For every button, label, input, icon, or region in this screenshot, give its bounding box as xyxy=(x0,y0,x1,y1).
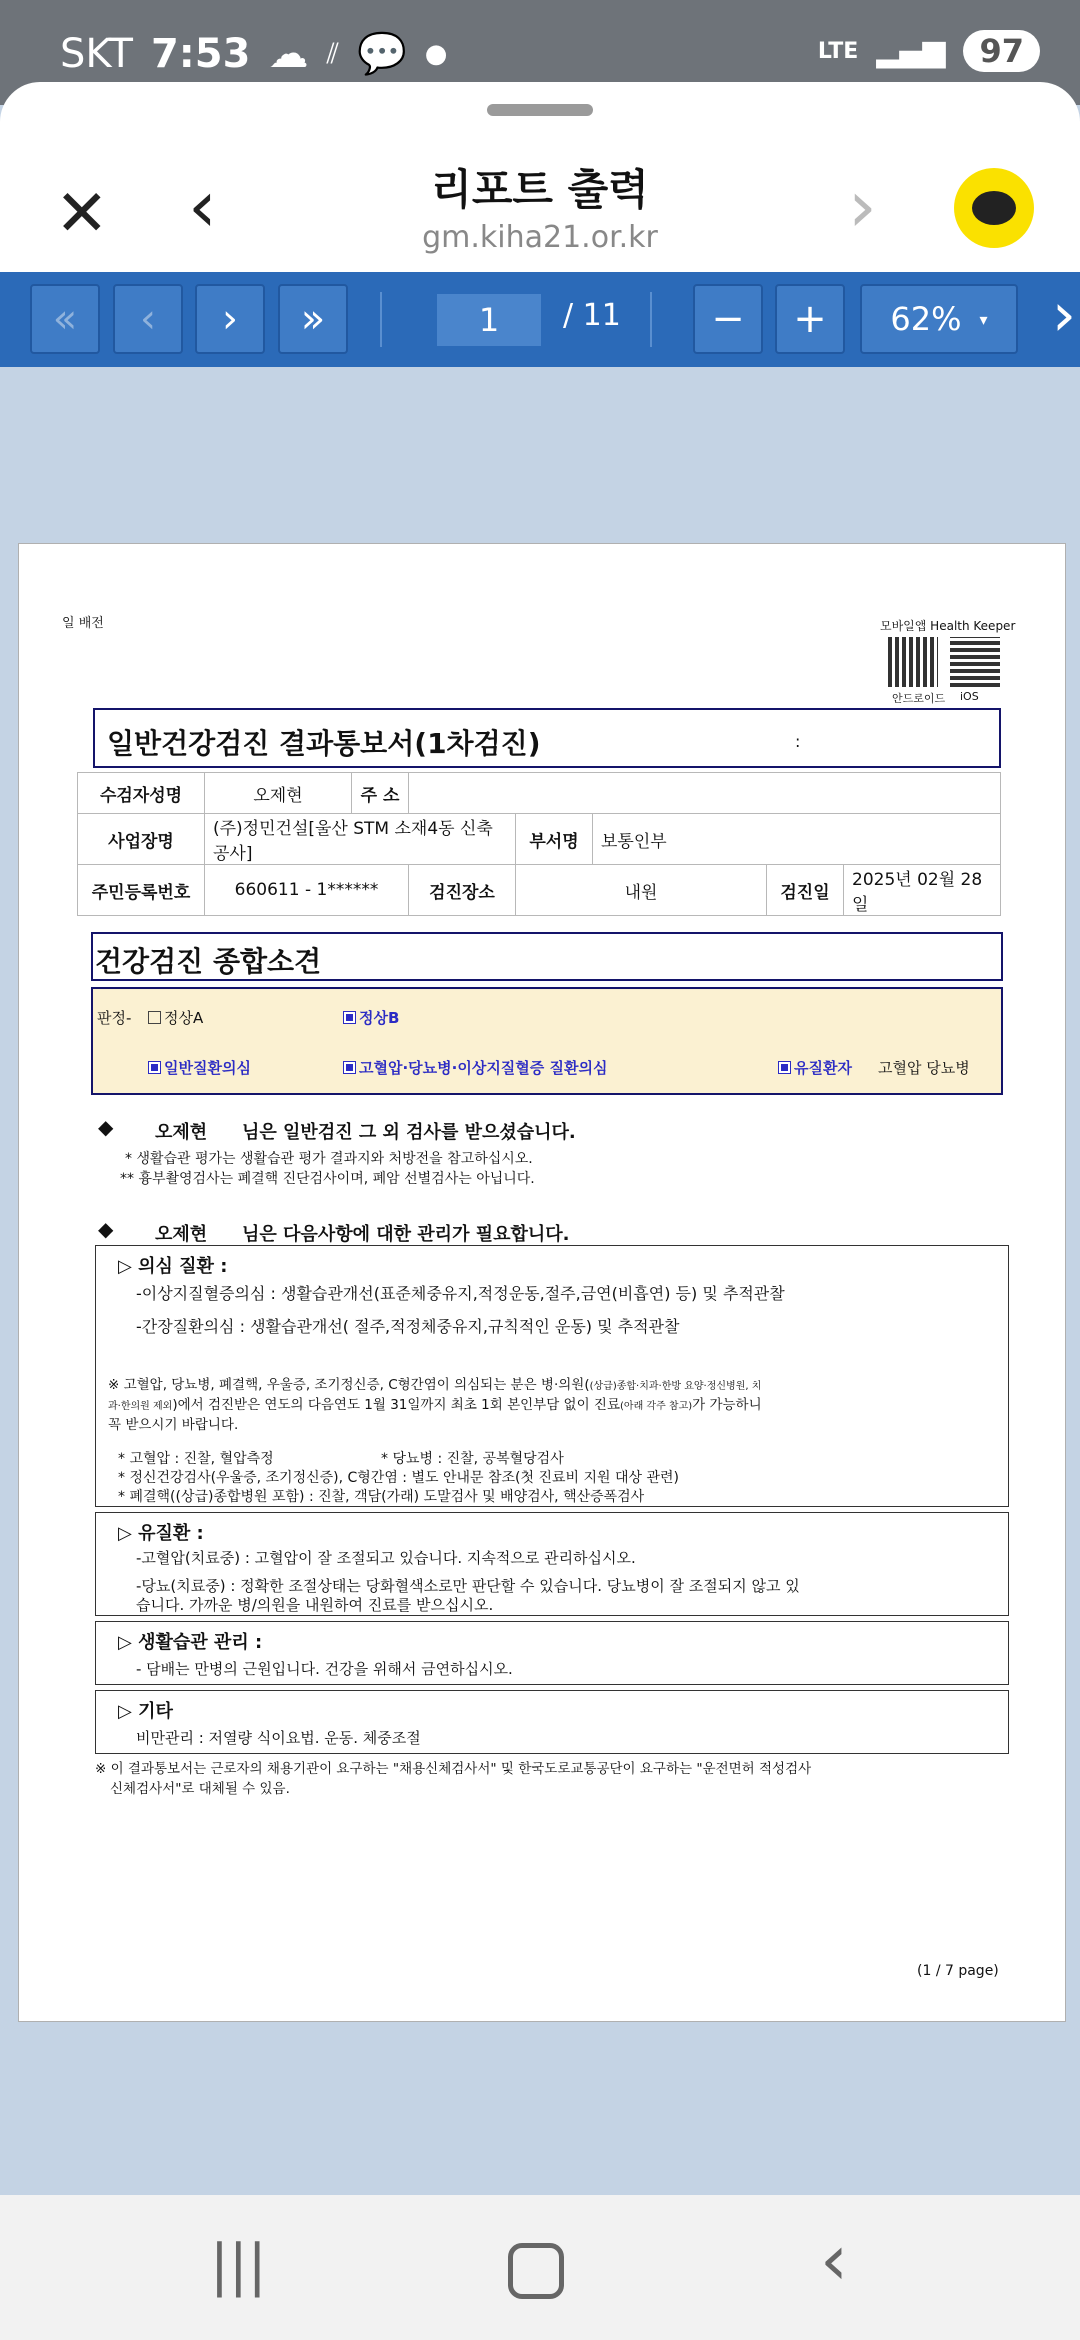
suspect-paragraph: ※ 고혈압, 당뇨병, 폐결핵, 우울증, 조기정신증, C형간염이 의심되는 분은 병·의원((상급)종합·치과·한방 요양·정신병원, 치 과·한의원 제외)에서 검진받은 연도의 다음연도 1월 31일까지 최초 1회 본인부담 없이 진료(아래 각주 참고)가 가능하니 꼭 받으시기 바랍니다. xyxy=(108,1377,762,1433)
signal-icon: ▂▄▆ xyxy=(876,33,946,69)
app-label: 모바일앱 Health Keeper xyxy=(880,619,1016,633)
chronic-suspect-option: 고혈압·당뇨병·이상지질혈증 질환의심 xyxy=(343,1057,607,1078)
qr-android-icon xyxy=(888,637,938,687)
page-url: gm.kiha21.or.kr xyxy=(422,220,658,255)
lifestyle-title: ▷ 생활습관 관리 : xyxy=(118,1632,263,1653)
page-input[interactable]: 1 xyxy=(437,294,541,346)
prev-page-button[interactable]: ‹ xyxy=(113,284,183,354)
home-icon[interactable] xyxy=(508,2243,564,2299)
chat-bubble-icon xyxy=(972,191,1016,225)
suspect-section xyxy=(95,1245,1009,1507)
existing-line-2: -당뇨(치료중) : 정확한 조절상태는 당화혈색소로만 판단할 수 있습니다. 당뇨병이 잘 조절되지 않고 있 xyxy=(136,1577,800,1595)
title-colon: : xyxy=(795,732,801,751)
first-page-button[interactable]: « xyxy=(30,284,100,354)
suspect-line-2: -간장질환의심 : 생활습관개선( 절주,적정체중유지,규칙적인 운동) 및 추적관찰 xyxy=(136,1317,680,1336)
system-nav-bar xyxy=(0,2195,1080,2340)
footnote-1a: * 고혈압 : 진찰, 혈압측정 xyxy=(118,1451,274,1467)
checkbox-checked-icon xyxy=(778,1061,791,1074)
qr-ios-label: iOS xyxy=(960,690,979,703)
page-title: 리포트 출력 xyxy=(431,165,649,214)
signal-noise-icon: ⫽ xyxy=(326,36,339,70)
line1-text: 님은 일반검진 그 외 검사를 받으셨습니다. xyxy=(242,1122,576,1143)
dept-value: 보통인부 xyxy=(593,814,1001,865)
back-nav-icon[interactable]: ‹ xyxy=(820,2219,848,2301)
last-page-button[interactable]: » xyxy=(278,284,348,354)
existing-title: ▷ 유질환 : xyxy=(118,1523,204,1544)
note-2: ** 흉부촬영검사는 폐결핵 진단검사이며, 폐암 선별검사는 아닙니다. xyxy=(120,1171,535,1187)
back-icon[interactable]: ‹ xyxy=(188,164,217,248)
network-type: LTE xyxy=(817,38,859,64)
suspect-line-1: -이상지질혈증의심 : 생활습관개선(표준체중유지,적정운동,절주,금연(비흡연) 등) 및 추적관찰 xyxy=(136,1284,785,1303)
browser-sheet xyxy=(0,82,1080,272)
dept-label: 부서명 xyxy=(516,814,593,865)
qr-android-label: 안드로이드 xyxy=(892,692,946,705)
line2-text: 님은 다음사항에 대한 관리가 필요합니다. xyxy=(242,1224,570,1245)
note-1: * 생활습관 평가는 생활습관 평가 결과지와 처방전을 참고하십시오. xyxy=(125,1151,533,1167)
qr-ios-icon xyxy=(950,637,1000,687)
line1-name: 오제현 xyxy=(155,1122,208,1143)
zoom-out-button[interactable]: − xyxy=(693,284,763,354)
message-icon: 💬 xyxy=(356,31,407,77)
footnote-1b: * 당뇨병 : 진찰, 공복혈당검사 xyxy=(381,1451,564,1467)
battery-level: 97 xyxy=(963,30,1040,72)
etc-title: ▷ 기타 xyxy=(118,1701,173,1722)
summary-title: 건강검진 종합소견 xyxy=(95,945,322,978)
line2-name: 오제현 xyxy=(155,1224,208,1245)
address-value xyxy=(409,773,1001,814)
etc-section xyxy=(95,1690,1009,1754)
page-total: / 11 xyxy=(563,298,621,333)
footer-line-2: 신체검사서"로 대체될 수 있음. xyxy=(110,1781,290,1797)
lifestyle-line-1: - 담배는 만병의 근원입니다. 건강을 위해서 금연하십시오. xyxy=(136,1660,513,1678)
divider xyxy=(380,292,382,347)
company-value: (주)정민건설[울산 STM 소재4동 신축공사] xyxy=(205,814,516,865)
corner-text: 일 배전 xyxy=(62,616,104,631)
report-title-box xyxy=(93,708,1001,768)
checkbox-checked-icon xyxy=(148,1061,161,1074)
info-table xyxy=(77,772,1001,916)
patient-value: 고혈압 당뇨병 xyxy=(878,1059,970,1077)
diamond-icon: ◆ xyxy=(98,1115,114,1139)
date-label: 검진일 xyxy=(767,865,844,916)
date-value: 2025년 02월 28일 xyxy=(844,865,1001,916)
recents-icon[interactable]: ||| xyxy=(210,2233,267,2298)
kakao-button[interactable] xyxy=(954,168,1034,248)
place-value: 내원 xyxy=(516,865,767,916)
diamond-icon: ◆ xyxy=(98,1217,114,1241)
place-label: 검진장소 xyxy=(409,865,516,916)
dot-icon: ● xyxy=(424,38,448,69)
company-label: 사업장명 xyxy=(78,814,205,865)
footer-line-1: ※ 이 결과통보서는 근로자의 채용기관이 요구하는 "채용신체검사서" 및 한국도로교통공단이 요구하는 "운전면허 적성검사 xyxy=(95,1761,812,1777)
checkbox-checked-icon xyxy=(343,1061,356,1074)
summary-title-box xyxy=(91,932,1003,981)
judgment-box xyxy=(91,987,1003,1095)
footnote-2: * 정신건강검사(우울증, 조기정신증), C형간염 : 별도 안내문 참조(첫 진료비 지원 대상 관련) xyxy=(118,1470,680,1486)
carrier: SKT xyxy=(60,30,133,77)
general-suspect-option: 일반질환의심 xyxy=(148,1057,251,1078)
more-icon[interactable]: › xyxy=(1052,280,1076,350)
suspect-title: ▷ 의심 질환 : xyxy=(118,1256,228,1277)
existing-line-1: -고혈압(치료중) : 고혈압이 잘 조절되고 있습니다. 지속적으로 관리하십시오. xyxy=(136,1549,636,1567)
lifestyle-section xyxy=(95,1621,1009,1685)
etc-line-1: 비만관리 : 저열량 식이요법. 운동. 체중조절 xyxy=(136,1729,421,1747)
patient-option: 유질환자 xyxy=(778,1057,852,1078)
drag-handle[interactable] xyxy=(487,104,593,116)
divider xyxy=(650,292,652,347)
close-icon[interactable]: ✕ xyxy=(55,177,109,251)
id-label: 주민등록번호 xyxy=(78,865,205,916)
existing-line-3: 습니다. 가까운 병/의원을 내원하여 진료를 받으십시오. xyxy=(136,1596,494,1614)
pdf-toolbar xyxy=(0,272,1080,367)
id-value: 660611 - 1****** xyxy=(205,865,409,916)
checkbox-empty-icon xyxy=(148,1011,161,1024)
zoom-in-button[interactable]: + xyxy=(775,284,845,354)
zoom-select[interactable]: 62% ▾ xyxy=(860,284,1018,354)
name-value: 오제현 xyxy=(205,773,352,814)
address-label: 주 소 xyxy=(352,773,409,814)
next-page-button[interactable]: › xyxy=(195,284,265,354)
normal-a-option: 정상A xyxy=(148,1007,203,1028)
forward-icon[interactable]: › xyxy=(848,164,877,248)
normal-b-option: 정상B xyxy=(343,1007,399,1028)
existing-section xyxy=(95,1512,1009,1616)
checkbox-checked-icon xyxy=(343,1011,356,1024)
clock: 7:53 xyxy=(150,30,251,77)
page-number: (1 / 7 page) xyxy=(917,1963,999,1979)
name-label: 수검자성명 xyxy=(78,773,205,814)
judgment-label: 판정- xyxy=(97,1009,132,1027)
cloud-icon: ☁ xyxy=(268,30,309,77)
footnote-3: * 폐결핵((상급)종합병원 포함) : 진찰, 객담(가래) 도말검사 및 배양검사, 핵산증폭검사 xyxy=(118,1489,645,1505)
report-title: 일반건강검진 결과통보서(1차검진) xyxy=(107,727,541,760)
